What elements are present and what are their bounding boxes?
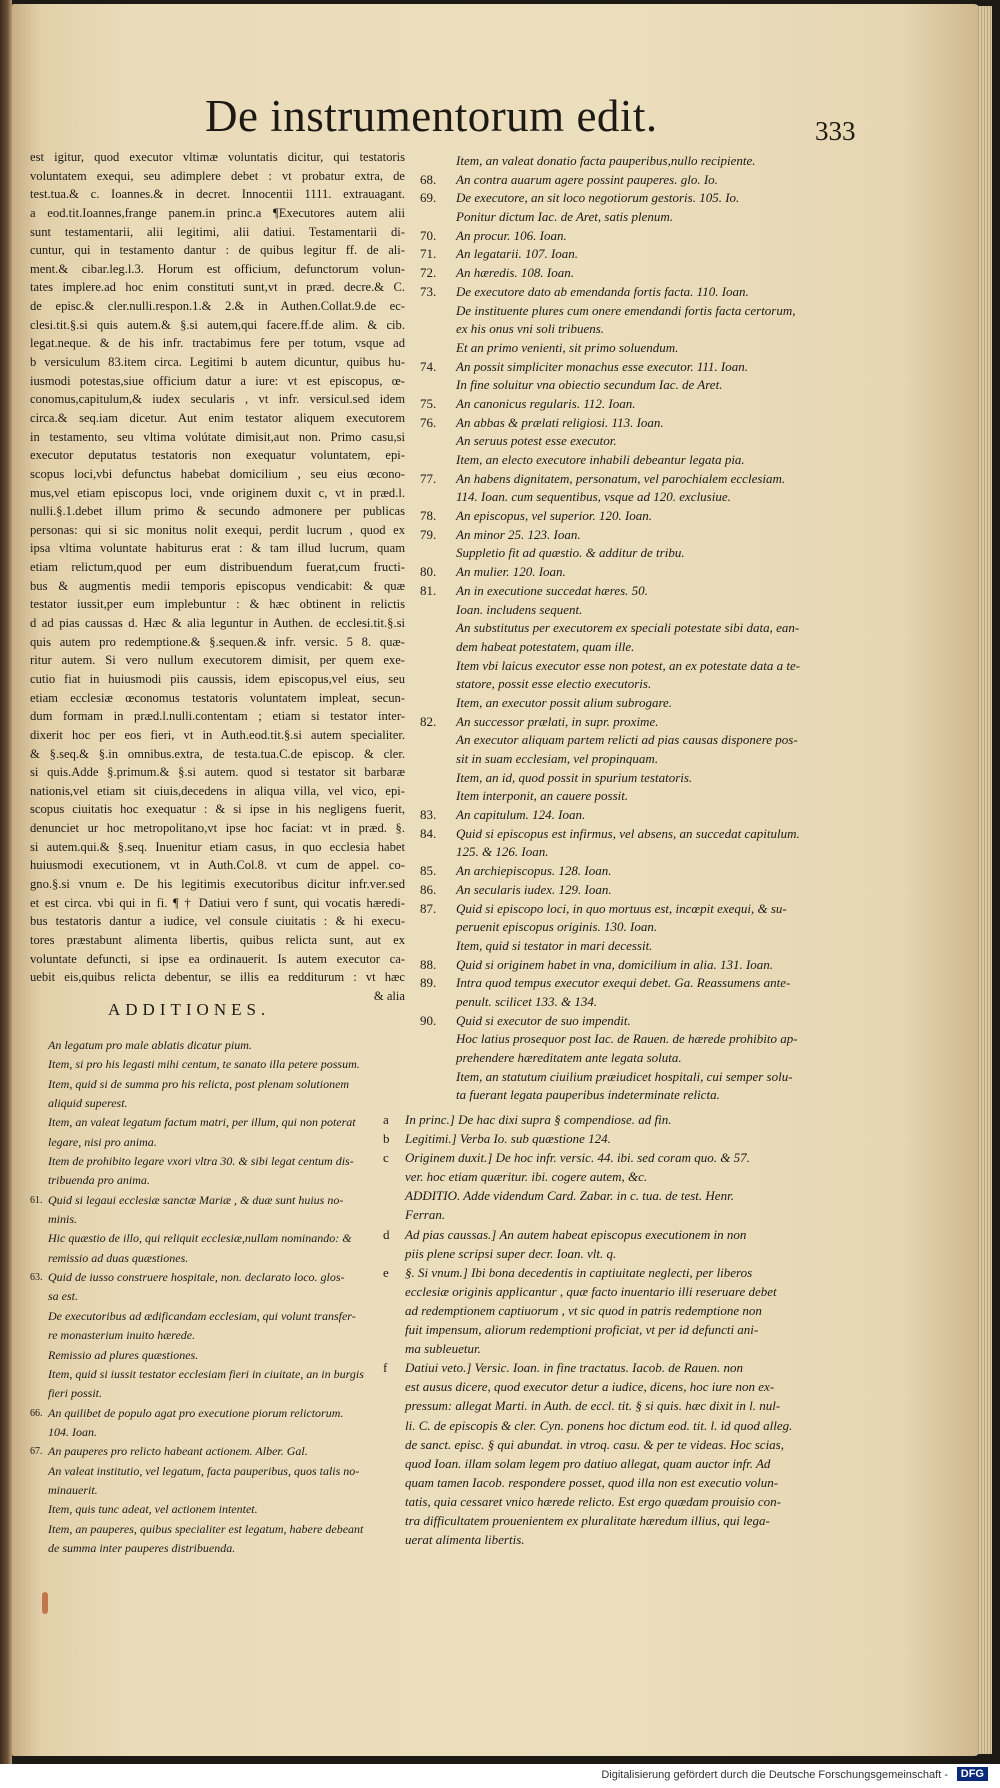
text-line: dum formam in præd.l.nulli.contentam ; etiam si testator inter- bbox=[30, 709, 405, 724]
question-text: sit in suam ecclesiam, vel propinquam. bbox=[456, 751, 659, 766]
additio-text: legare, nisi pro anima. bbox=[48, 1134, 157, 1149]
question-text: Quid si executor de suo impendit. bbox=[456, 1012, 631, 1028]
text-line: est igitur, quod executor vltimæ voluntatis dicitur, qui testatoris bbox=[30, 150, 405, 164]
question-text: statore, possit esse electio executoris. bbox=[456, 676, 652, 692]
footnote-text: de sanct. episc. § qui abundat. in vtroq. casu. & per te videas. Hoc scias, bbox=[405, 1436, 784, 1452]
question-item bbox=[420, 526, 845, 545]
question-text: De instituente plures cum onere emendandi fortis facta certorum, bbox=[456, 302, 796, 318]
text-line: de episc.& cler.nulli.respon.1.& 2.& in Authen.Collat.9.de ec- bbox=[30, 299, 405, 314]
question-item bbox=[420, 320, 845, 339]
text-line: tates implere.ad hoc enim constituti sunt,vt in præd. decre.& C. bbox=[30, 280, 405, 295]
footnote-text: Originem duxit.] De hoc infr. versic. 44. ibi. sed coram quo. & 57. bbox=[405, 1150, 750, 1166]
additio-text: De executoribus ad ædificandam ecclesiam, qui volunt transfer- bbox=[48, 1308, 356, 1323]
question-text: An abbas & prælati religiosi. 113. Ioan. bbox=[456, 414, 664, 430]
question-text: peruenit episcopus originis. 130. Ioan. bbox=[456, 919, 658, 935]
footnote-line bbox=[383, 1301, 853, 1320]
text-line: nationis,vel etiam sit ciuis,decedens in aliqua villa, vel vico, epi- bbox=[30, 783, 405, 798]
question-number: 80. bbox=[420, 564, 437, 580]
footnote-text: fuit impensum, aliorum redemptioni proficiat, vt per id defuncti ani- bbox=[405, 1322, 759, 1338]
additio-item bbox=[30, 1442, 403, 1461]
question-item bbox=[420, 769, 845, 788]
question-text: Item, quid si testator in mari decessit. bbox=[456, 937, 653, 953]
question-text: An legatarii. 107. Ioan. bbox=[456, 246, 579, 262]
additio-item bbox=[48, 1133, 403, 1152]
text-line: b versiculum 83.item circa. Legitimi b autem dicuntur, quibus hu- bbox=[30, 355, 405, 370]
footnote-line bbox=[383, 1530, 853, 1549]
question-number: 72. bbox=[420, 265, 437, 281]
footnote-line bbox=[383, 1339, 853, 1358]
additio-item bbox=[48, 1365, 403, 1384]
question-number: 89. bbox=[420, 975, 437, 991]
additio-text: Item, si pro his legasti mihi centum, te sanato illa petere possum. bbox=[48, 1057, 360, 1072]
footnote-line bbox=[383, 1358, 853, 1377]
question-text: Quid si episcopo loci, in quo mortuus est, incœpit exequi, & su- bbox=[456, 900, 787, 916]
text-line: d ad pias caussas d. Hæc & alia leguntur in Authen. de ecclesi.tit.§.si bbox=[30, 616, 405, 631]
question-text: De executore dato ab emendanda fortis facta. 110. Ioan. bbox=[456, 283, 749, 299]
additio-item bbox=[30, 1268, 403, 1287]
additio-text: remissio ad duas quæstiones. bbox=[48, 1250, 189, 1265]
additio-text: minis. bbox=[48, 1212, 78, 1227]
footnote-line bbox=[383, 1511, 853, 1530]
question-text: Quid si originem habet in vna, domicilium in alia. 131. Ioan. bbox=[456, 956, 774, 972]
additio-item bbox=[48, 1229, 403, 1248]
additio-item bbox=[48, 1423, 403, 1442]
page-edges bbox=[978, 6, 992, 1754]
footnote-text: In princ.] De hac dixi supra § compendiose. ad fin. bbox=[405, 1112, 672, 1127]
footnote-line bbox=[383, 1129, 853, 1148]
additio-item bbox=[30, 1404, 403, 1423]
question-item bbox=[420, 358, 845, 377]
question-item bbox=[420, 470, 845, 489]
question-text: Intra quod tempus executor exequi debet. Ga. Reassumens ante- bbox=[456, 975, 791, 991]
question-text: dem habeat potestatem, quam ille. bbox=[456, 638, 635, 654]
text-line: etiam ecclesiæ œconomus testatoris voluntatem impleat, secun- bbox=[30, 690, 405, 705]
footnote-text: quod Ioan. illam solam legem pro datiuo allegat, quam auctor infr. Ad bbox=[405, 1455, 771, 1471]
question-item bbox=[420, 694, 845, 713]
footnote-text: li. C. de episcopis & cler. Cyn. ponens hoc dictum eod. tit. l. id quod alleg. bbox=[405, 1417, 793, 1433]
question-item bbox=[420, 1012, 845, 1031]
question-item bbox=[420, 414, 845, 433]
footnote-text: Ferran. bbox=[405, 1207, 446, 1223]
footnote-line bbox=[383, 1435, 853, 1454]
additio-number: 61. bbox=[30, 1194, 43, 1206]
question-item bbox=[420, 171, 845, 190]
text-line: executor deputatus testatoris non exequatur voluntatem, epi- bbox=[30, 448, 405, 463]
question-text: An canonicus regularis. 112. Ioan. bbox=[456, 395, 636, 411]
footnote-text: uerat alimenta libertis. bbox=[405, 1532, 525, 1548]
question-text: ex his onus vni soli tribuens. bbox=[456, 321, 605, 337]
additiones-list bbox=[30, 1036, 403, 1558]
question-number: 69. bbox=[420, 190, 437, 206]
text-line: quis autem pro redemptione.& §.sequen.& infr. versic. 5 8. quæ- bbox=[30, 634, 405, 649]
additio-text: Item de prohibito legare vxori vltra 30. & sibi legat centum dis- bbox=[48, 1154, 354, 1169]
footnote-marker: a bbox=[383, 1112, 389, 1127]
question-text: An contra auarum agere possint pauperes. glo. Io. bbox=[456, 171, 718, 187]
text-line: tores præstabunt alimenta libertis, quibus relicta sunt, aut ex bbox=[30, 932, 405, 947]
question-number: 76. bbox=[420, 414, 437, 430]
text-line: scopus ciuitatis hoc exequatur : & si ipse in his negligens fuerit, bbox=[30, 802, 405, 817]
additiones-heading: ADDITIONES. bbox=[108, 1000, 271, 1019]
footnote-text: pressum: allegat Marti. in Auth. de eccl. tit. § si quis. hæc dixit in l. nul- bbox=[405, 1398, 781, 1414]
additio-text: sa est. bbox=[48, 1289, 78, 1304]
text-line: etiam relictum,quod per eum distribuendum fuerat,cum fructi- bbox=[30, 560, 405, 575]
additio-text: An pauperes pro relicto habeant actionem. Alber. Gal. bbox=[48, 1444, 308, 1459]
additio-item bbox=[30, 1191, 403, 1210]
additio-text: de summa inter pauperes distribuenda. bbox=[48, 1540, 236, 1555]
additio-item bbox=[48, 1152, 403, 1171]
question-item bbox=[420, 544, 845, 563]
additio-text: tribuenda pro anima. bbox=[48, 1173, 150, 1188]
footnote-text: Ad pias caussas.] An autem habeat episcopus executionem in non bbox=[405, 1226, 747, 1242]
footnote-text: piis plene scripsi super decr. Ioan. vlt. q. bbox=[405, 1245, 617, 1261]
additio-item bbox=[48, 1481, 403, 1500]
additio-item bbox=[48, 1500, 403, 1519]
question-item bbox=[420, 619, 845, 638]
text-line: si autem.qui.& §.seq. Inuenitur etiam casus, in quo ecclesia habet bbox=[30, 839, 405, 854]
question-item bbox=[420, 843, 845, 862]
question-text: Quid si episcopus est infirmus, vel absens, an succedat capitulum. bbox=[456, 825, 800, 841]
text-line: huiusmodi executionem, vt in Auth.Col.8. vt cum de appel. co- bbox=[30, 858, 405, 873]
question-number: 78. bbox=[420, 508, 437, 524]
additio-text: An legatum pro male ablatis dicatur pium. bbox=[48, 1038, 252, 1052]
question-item bbox=[420, 713, 845, 732]
question-number: 87. bbox=[420, 900, 437, 916]
text-line: ritur autem. Si vero nullum executorem dimisit, per quem exe- bbox=[30, 653, 405, 668]
question-text: 125. & 126. Ioan. bbox=[456, 844, 549, 860]
question-number: 82. bbox=[420, 713, 437, 729]
question-item bbox=[420, 339, 845, 358]
question-number: 71. bbox=[420, 246, 437, 262]
text-line: a eod.tit.Ioannes,frange panem.in princ.a ¶Executores autem alii bbox=[30, 205, 405, 220]
footnote-marker: e bbox=[383, 1264, 389, 1280]
question-text: penult. scilicet 133. & 134. bbox=[456, 993, 598, 1009]
text-line: legat.neque. & de his infr. tractabimus fere per totum, vsque ad bbox=[30, 336, 405, 351]
question-item bbox=[420, 638, 845, 657]
question-text: Item, an executor possit alium subrogare. bbox=[456, 694, 673, 710]
book-spine bbox=[0, 0, 12, 1788]
questions-column bbox=[420, 152, 845, 1105]
footnote-line bbox=[383, 1473, 853, 1492]
additio-text: Item, quis tunc adeat, vel actionem intentet. bbox=[48, 1502, 258, 1517]
text-line: sunt testamentarii, alii legitimi, alii datiui. Testamentarii di- bbox=[30, 224, 405, 239]
question-text: An minor 25. 123. Ioan. bbox=[456, 526, 581, 542]
question-number: 77. bbox=[420, 470, 437, 486]
footnote-line bbox=[383, 1205, 853, 1224]
question-item bbox=[420, 974, 845, 993]
text-line: & §.seq.& §.in omnibus.extra, de testa.tua.C.de episcop. & cler. bbox=[30, 746, 405, 761]
question-item bbox=[420, 245, 845, 264]
question-item bbox=[420, 563, 845, 582]
additio-item bbox=[48, 1249, 403, 1268]
text-line: conomus,capitulum,& iudex secularis , vt infr. versicul.sed idem bbox=[30, 392, 405, 407]
question-item bbox=[420, 227, 845, 246]
footnote-line bbox=[383, 1454, 853, 1473]
additio-text: aliquid superest. bbox=[48, 1096, 128, 1111]
question-item bbox=[420, 451, 845, 470]
question-item bbox=[420, 1086, 845, 1105]
additio-text: re monasterium inuito hærede. bbox=[48, 1328, 196, 1343]
question-number: 90. bbox=[420, 1012, 437, 1028]
question-number: 74. bbox=[420, 358, 437, 374]
additio-item bbox=[48, 1520, 403, 1539]
footnote-line bbox=[383, 1492, 853, 1511]
question-item bbox=[420, 1049, 845, 1068]
footnote-text: quam tamen Iacob. respondere posset, quod illa non est executio volun- bbox=[405, 1474, 779, 1490]
question-text: Item interponit, an cauere possit. bbox=[456, 788, 629, 804]
question-text: An executor aliquam partem relicti ad pias causas disponere pos- bbox=[456, 732, 798, 748]
question-text: An archiepiscopus. 128. Ioan. bbox=[456, 863, 612, 879]
additio-item bbox=[48, 1036, 403, 1055]
question-text: Ponitur dictum Iac. de Aret, satis plenum. bbox=[456, 209, 674, 225]
additio-item bbox=[48, 1539, 403, 1558]
footnote-line bbox=[383, 1110, 853, 1129]
additio-text: An valeat institutio, vel legatum, facta pauperibus, quos talis no- bbox=[48, 1463, 360, 1478]
question-item bbox=[420, 657, 845, 676]
footer-credit: Digitalisierung gefördert durch die Deutsche Forschungsgemeinschaft - bbox=[601, 1769, 948, 1781]
question-item bbox=[420, 302, 845, 321]
text-line: gno.§.si vnum e. De his legitimis executoribus dicitur infr.ver.sed bbox=[30, 876, 405, 891]
question-item bbox=[420, 582, 845, 601]
footnote-line bbox=[383, 1416, 853, 1435]
text-line: scopus loci,vbi defunctus habebat domicilium , seu eius œcono- bbox=[30, 466, 405, 481]
additio-text: Item, an pauperes, quibus specialiter est legatum, habere debeant bbox=[48, 1521, 364, 1536]
footnote-text: §. Si vnum.] Ibi bona decedentis in captiuitate neglecti, per liberos bbox=[405, 1264, 753, 1280]
main-text-column bbox=[30, 148, 405, 1005]
question-number: 83. bbox=[420, 807, 437, 823]
question-number: 86. bbox=[420, 881, 437, 897]
question-item bbox=[420, 993, 845, 1012]
question-text: An substitutus per executorem ex speciali potestate sibi data, ean- bbox=[456, 620, 800, 636]
question-item bbox=[420, 283, 845, 302]
text-line: & alia bbox=[373, 988, 405, 1003]
question-text: An episcopus, vel superior. 120. Ioan. bbox=[456, 508, 653, 524]
question-number: 84. bbox=[420, 825, 437, 841]
question-item bbox=[420, 731, 845, 750]
text-line: dixerit hoc per eos fieri, vt in Auth.eod.tit.§.si autem specialiter. bbox=[30, 727, 405, 742]
text-line: iusmodi potestas,siue officium datur a iure: vt est episcopus, œ- bbox=[30, 373, 405, 388]
question-text: An capitulum. 124. Ioan. bbox=[456, 807, 586, 823]
additio-item bbox=[48, 1113, 403, 1132]
question-text: De executore, an sit loco negotiorum gestoris. 105. Io. bbox=[456, 190, 740, 206]
question-item bbox=[420, 956, 845, 975]
footnote-text: Legitimi.] Verba Io. sub quæstione 124. bbox=[405, 1131, 611, 1147]
text-line: test.tua.& c. Ioannes.& in decret. Innocentii 1111. extrauagant. bbox=[30, 187, 405, 202]
text-line: in testamento, seu vltima volútate dimisit,aut non. Primo casu,si bbox=[30, 429, 405, 444]
additio-item bbox=[48, 1346, 403, 1365]
footnote-line bbox=[383, 1263, 853, 1282]
question-text: Item, an electo executore inhabili debeantur legata pia. bbox=[456, 452, 745, 467]
question-text: ta fuerant legata pauperibus indeterminate relicta. bbox=[456, 1087, 720, 1103]
additio-text: An quilibet de populo agat pro executione piorum relictorum. bbox=[48, 1405, 344, 1420]
question-item bbox=[420, 601, 845, 620]
additio-item bbox=[48, 1075, 403, 1094]
footnote-line bbox=[383, 1148, 853, 1167]
footnote-marker: b bbox=[383, 1131, 390, 1147]
question-item bbox=[420, 675, 845, 694]
footnote-marker: c bbox=[383, 1150, 389, 1166]
question-text: An habens dignitatem, personatum, vel parochialem ecclesiam. bbox=[456, 470, 786, 486]
text-line: mus,vel etiam episcopus loci, vnde originem duxit c, vt in præd.l. bbox=[30, 485, 405, 500]
question-item bbox=[420, 395, 845, 414]
additio-text: Remissio ad plures quæstiones. bbox=[48, 1347, 199, 1362]
additio-text: Item, an valeat legatum factum matri, per illum, qui non poterat bbox=[48, 1115, 356, 1130]
footnote-text: tatis, quia cessaret vnico hærede relicto. Est ergo quædam prouisio con- bbox=[405, 1493, 781, 1509]
text-line: si quis.Adde §.primum.& §.si autem. quod si testator sit barbaræ bbox=[30, 765, 405, 780]
footnote-line bbox=[383, 1320, 853, 1339]
footnote-text: tra difficultatem prouenientem ex pluralitate hæredum illius, qui lega- bbox=[405, 1512, 770, 1528]
question-item bbox=[420, 208, 845, 227]
additio-item bbox=[48, 1307, 403, 1326]
footnote-line bbox=[383, 1186, 853, 1205]
question-item bbox=[420, 152, 845, 171]
question-text: Item, an id, quod possit in spurium testatoris. bbox=[456, 769, 693, 785]
question-number: 81. bbox=[420, 582, 437, 598]
question-item bbox=[420, 750, 845, 769]
footnote-line bbox=[383, 1225, 853, 1244]
question-number: 88. bbox=[420, 956, 437, 972]
text-line: personas: qui si sic monitus nolit exequi, perdit lucrum , quod ex bbox=[30, 522, 405, 537]
question-text: An seruus potest esse executor. bbox=[456, 433, 617, 449]
question-item bbox=[420, 1030, 845, 1049]
footnote-text: ad redemptionem captiuorum , vt sic quod in patris redemptione non bbox=[405, 1302, 762, 1318]
footnote-marker: f bbox=[383, 1360, 388, 1376]
text-line: bus & augmentis medii temporis episcopus vendicabit: & quæ bbox=[30, 578, 405, 593]
question-item bbox=[420, 432, 845, 451]
question-number: 85. bbox=[420, 863, 437, 879]
question-item bbox=[420, 806, 845, 825]
question-text: An successor prælati, in supr. proxime. bbox=[456, 713, 659, 729]
question-item bbox=[420, 881, 845, 900]
additio-text: 104. Ioan. bbox=[48, 1424, 97, 1439]
additio-item bbox=[48, 1210, 403, 1229]
text-line: denunciet ur hoc metropolitano,vt ipse hoc faciat: vt in præd. §. bbox=[30, 821, 405, 836]
additio-number: 67. bbox=[30, 1446, 43, 1458]
question-item bbox=[420, 918, 845, 937]
text-line: et est circa. vbi qui in fi. ¶ † Datiui vero f sunt, qui vocatis hæredi- bbox=[30, 895, 405, 910]
footnote-line bbox=[383, 1167, 853, 1186]
additio-item bbox=[48, 1287, 403, 1306]
dfg-logo: DFG bbox=[957, 1767, 988, 1781]
question-text: An in executione succedat hæres. 50. bbox=[456, 582, 648, 598]
question-number: 68. bbox=[420, 171, 437, 187]
footnote-line bbox=[383, 1282, 853, 1301]
question-number: 75. bbox=[420, 395, 437, 411]
question-text: An secularis iudex. 129. Ioan. bbox=[456, 881, 612, 897]
question-text: Hoc latius prosequor post Iac. de Rauen. de hærede prohibito ap- bbox=[456, 1031, 798, 1047]
text-line: nulli.§.1.debet illum primo & secundo admonere per publicas bbox=[30, 504, 405, 519]
question-text: In fine soluitur vna obiectio secundum Iac. de Aret. bbox=[456, 377, 723, 393]
additio-text: Item, quid si iussit testator ecclesiam fieri in ciuitate, an in burgis bbox=[48, 1366, 364, 1381]
question-text: Item, an valeat donatio facta pauperibus,nullo recipiente. bbox=[456, 153, 756, 168]
page-title: De instrumentorum edit. bbox=[205, 91, 658, 141]
additio-item bbox=[48, 1326, 403, 1345]
footnote-text: ver. hoc etiam quæritur. ibi. cogere autem, &c. bbox=[405, 1169, 648, 1185]
question-text: Suppletio fit ad quæstio. & additur de tribu. bbox=[456, 545, 685, 561]
footnote-text: est ausus dicere, quod executor detur a iudice, dicens, hoc iure non ex- bbox=[405, 1379, 775, 1395]
question-text: Item, an statutum ciuilium præiudicet hospitali, cui semper solu- bbox=[456, 1068, 793, 1084]
ink-stain bbox=[42, 1592, 48, 1614]
question-item bbox=[420, 862, 845, 881]
question-number: 70. bbox=[420, 227, 437, 243]
additio-number: 66. bbox=[30, 1407, 43, 1419]
question-item bbox=[420, 1068, 845, 1087]
question-text: An mulier. 120. Ioan. bbox=[456, 564, 566, 580]
question-text: Ioan. includens sequent. bbox=[456, 601, 583, 617]
additio-item bbox=[48, 1171, 403, 1190]
footnote-line bbox=[383, 1377, 853, 1396]
text-line: clesi.tit.§.si quis autem.& §.si autem,qui facere.ff.de alim. & cib. bbox=[30, 317, 405, 332]
footnote-text: ecclesiæ originis applicantur , quæ facto inuentario illi reseruare debet bbox=[405, 1283, 777, 1299]
question-item bbox=[420, 787, 845, 806]
question-text: prehendere hæreditatem ante legata soluta. bbox=[456, 1050, 682, 1065]
question-item bbox=[420, 900, 845, 919]
footnote-line bbox=[383, 1244, 853, 1263]
footer-bar bbox=[0, 1764, 1000, 1788]
footnote-text: ADDITIO. Adde videndum Card. Zabar. in c. tua. de test. Henr. bbox=[405, 1188, 734, 1204]
additio-text: minauerit. bbox=[48, 1482, 98, 1497]
footnote-marker: d bbox=[383, 1226, 390, 1242]
additio-item bbox=[48, 1094, 403, 1113]
text-line: uebit eis,quibus relicta debentur, se illis ea redditurum : vt hæc bbox=[30, 970, 405, 985]
page-number: 333 bbox=[815, 116, 856, 146]
question-item bbox=[420, 376, 845, 395]
question-number: 73. bbox=[420, 283, 437, 299]
text-line: voluntatem exequi, seu adimplere debet : vt probatur extra, de bbox=[30, 168, 405, 183]
text-line: cuntur, qui in testamento dantur : de quibus legitur ff. de ali- bbox=[30, 243, 405, 258]
additio-text: Item, quid si de summa pro his relicta, post plenam solutionem bbox=[48, 1076, 350, 1091]
question-text: An procur. 106. Ioan. bbox=[456, 227, 567, 243]
marginal-notes bbox=[383, 1110, 853, 1549]
text-line: ment.& cibar.leg.l.3. Horum est officium, defunctorum volun- bbox=[30, 261, 405, 276]
question-text: 114. Ioan. cum sequentibus, vsque ad 120. exclusiue. bbox=[456, 489, 731, 505]
text-line: bus testatoris dantur a iudice, vel consule ciuitatis : & hi execu- bbox=[30, 914, 405, 929]
text-line: ipsa vltima voluntate habiturus erat : & tam illud lucrum, quam bbox=[30, 541, 405, 556]
text-line: circa.& seq.iam dicetur. Aut enim testator aliquem executorem bbox=[30, 410, 405, 425]
text-line: voluntate defuncti, si ipse ea ordinauerit. Is autem executor ca- bbox=[30, 951, 405, 966]
question-text: Et an primo venienti, sit primo soluendum. bbox=[456, 339, 679, 355]
additio-text: Quid si legaui ecclesiæ sanctæ Mariæ , & duæ sunt huius no- bbox=[48, 1192, 344, 1207]
additio-number: 63. bbox=[30, 1272, 43, 1284]
text-line: testator iussit,per eum implebuntur : & hæc obtinent in relictis bbox=[30, 597, 405, 612]
question-text: An possit simpliciter monachus esse executor. 111. Ioan. bbox=[456, 358, 748, 374]
question-text: An hæredis. 108. Ioan. bbox=[456, 265, 574, 281]
question-text: Item vbi laicus executor esse non potest, an ex potestate data a te- bbox=[456, 657, 801, 673]
question-item bbox=[420, 825, 845, 844]
question-item bbox=[420, 507, 845, 526]
additio-item bbox=[48, 1384, 403, 1403]
question-item bbox=[420, 264, 845, 283]
question-item bbox=[420, 189, 845, 208]
question-item bbox=[420, 488, 845, 507]
additio-text: Quid de iusso construere hospitale, non. declarato loco. glos- bbox=[48, 1270, 345, 1285]
question-number: 79. bbox=[420, 526, 437, 542]
footnote-text: ma subleuetur. bbox=[405, 1341, 481, 1357]
footnote-text: Datiui veto.] Versic. Ioan. in fine tractatus. Iacob. de Rauen. non bbox=[405, 1360, 743, 1376]
question-item bbox=[420, 937, 845, 956]
additio-text: fieri possit. bbox=[48, 1386, 103, 1401]
text-line: cutio fiat in huiusmodi piis caussis, idem episcopus,vel eius, seu bbox=[30, 671, 405, 686]
additio-item bbox=[48, 1462, 403, 1481]
additio-item bbox=[48, 1055, 403, 1074]
additio-text: Hic quæstio de illo, qui reliquit ecclesiæ,nullam nominando: & bbox=[48, 1231, 352, 1246]
footnote-line bbox=[383, 1396, 853, 1415]
